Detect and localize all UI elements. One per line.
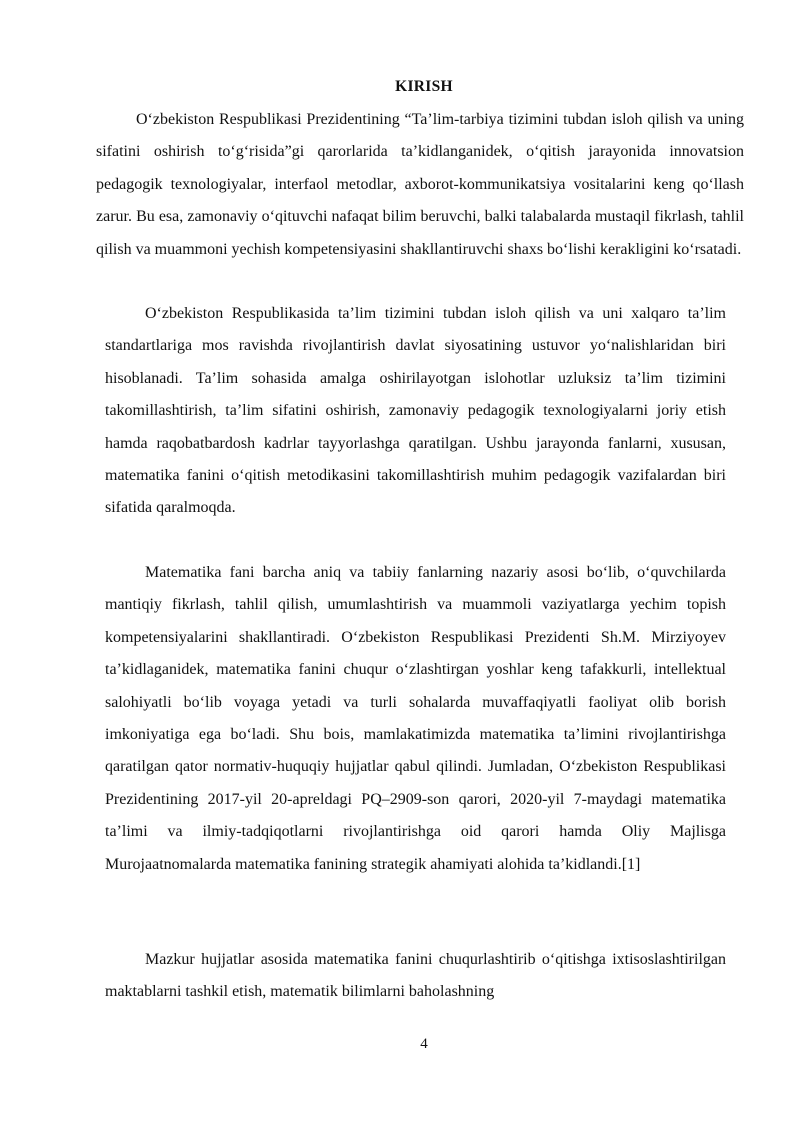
- paragraph-4: Mazkur hujjatlar asosida matematika fanini chuqurlashtirib o‘qitishga ixtisoslashtirilgan maktablarni tashkil etish, matematik bilimlarni baholashning: [105, 951, 726, 1001]
- paragraph-3: Matematika fani barcha aniq va tabiiy fanlarning nazariy asosi bo‘lib, o‘quvchilarda mantiqiy fikrlash, tahlil qilish, umumlashtirish va muammoli vaziyatlarga yechim topish kompetensiyalarini shakllantiradi. O‘zbekiston Respublikasi Prezidenti Sh.M. Mirziyoyev ta’kidlaganidek, matematika fanini chuqur o‘zlashtirgan yoshlar keng tafakkurli, intellektual salohiyatli bo‘lib voyaga yetadi va turli sohalarda muvaffaqiyatli faoliyat olib borish imkoniyatiga ega bo‘ladi. Shu bois, mamlakatimizda matematika ta’limini rivojlantirishga qaratilgan qator normativ-huquqiy hujjatlar qabul qilindi. Jumladan, O‘zbekiston Respublikasi Prezidentining 2017-yil 20-apreldagi PQ–2909-son qarori, 2020-yil 7-maydagi matematika ta’limi va ilmiy-tadqiqotlarni rivojlantirishga oid qarori hamda Oliy Majlisga Murojaatnomalarda matematika fanining strategik ahamiyati alohida ta’kidlandi.[1]: [105, 564, 726, 873]
- page-number: 4: [420, 1036, 428, 1052]
- paragraph-2: O‘zbekiston Respublikasida ta’lim tizimini tubdan isloh qilish va uni xalqaro ta’lim standartlariga mos ravishda rivojlantirish davlat siyosatining ustuvor yo‘nalishlaridan biri hisoblanadi. Ta’lim sohasida amalga oshirilayotgan islohotlar uzluksiz ta’lim tizimini takomillashtirish, ta’lim sifatini oshirish, zamonaviy pedagogik texnologiyalarni joriy etish hamda raqobatbardosh kadrlar tayyorlashga qaratilgan. Ushbu jarayonda fanlarni, xususan, matematika fanini o‘qitish metodikasini takomillashtirish muhim pedagogik vazifalardan biri sifatida qaralmoqda.: [105, 305, 726, 517]
- page-title: KIRISH: [395, 78, 453, 95]
- paragraph-1: O‘zbekiston Respublikasi Prezidentining “Ta’lim-tarbiya tizimini tubdan isloh qilish va uning sifatini oshirish to‘g‘risida”gi qarorlarida ta’kidlanganidek, o‘qitish jarayonida innovatsion pedagogik texnologiyalar, interfaol metodlar, axborot-kommunikatsiya vositalarini keng qo‘llash zarur. Bu esa, zamonaviy o‘qituvchi nafaqat bilim beruvchi, balki talabalarda mustaqil fikrlash, tahlil qilish va muammoni yechish kompetensiyasini shakllantiruvchi shaxs bo‘lishi kerakligini ko‘rsatadi.: [96, 111, 744, 258]
